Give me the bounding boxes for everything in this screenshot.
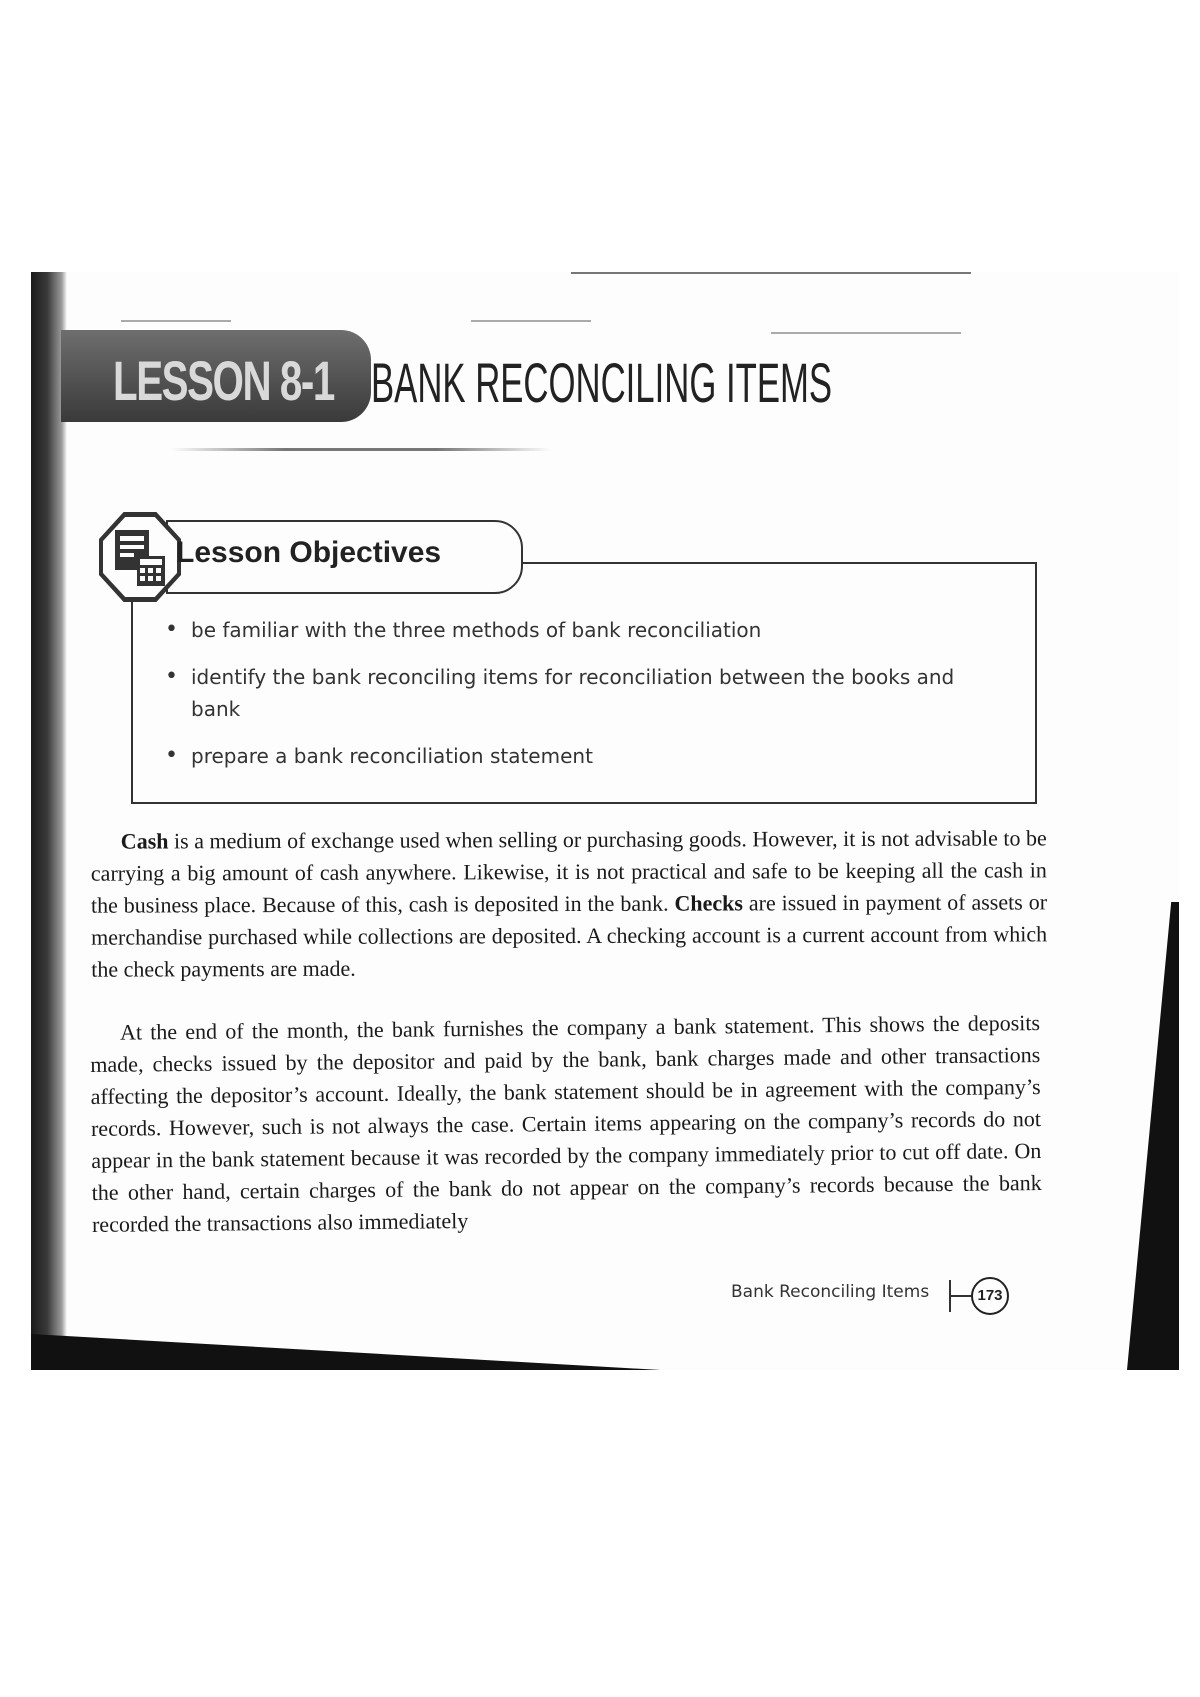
objectives-list xyxy=(165,614,955,787)
objectives-heading: Lesson Objectives xyxy=(176,536,442,569)
title-underline xyxy=(171,448,551,451)
footer-connector xyxy=(949,1295,973,1297)
term-checks: Checks xyxy=(674,890,743,916)
decorative-rule xyxy=(771,332,961,334)
term-cash: Cash xyxy=(120,828,169,854)
objective-item: • prepare a bank reconciliation statement xyxy=(165,740,955,772)
bottom-edge-shadow xyxy=(31,1334,661,1370)
calculator-document-icon xyxy=(111,526,169,588)
paragraph-text: are issued in payment of assets or merchandise purchased while collections are deposited. A checking account is a current account from which the check payments are made. xyxy=(91,889,1048,982)
top-rule xyxy=(571,272,971,274)
footer-section-title: Bank Reconciling Items xyxy=(731,1282,930,1302)
lesson-label: LESSON 8-1 xyxy=(113,349,334,412)
lesson-title: BANK RECONCILING ITEMS xyxy=(371,351,833,414)
objective-item: • be familiar with the three methods of bank reconciliation xyxy=(165,614,955,646)
body-paragraph-bank-statement: At the end of the month, the bank furnishes the company a bank statement. This shows the deposits made, checks issued by the depositor and paid by the bank, bank charges made and other transactions affecting the depositor’s account. Ideally, the bank statement should be in agreement with the company’s records. However, such is not always the case. Certain items appearing on the company’s records do not appear in the bank statement because it was recorded by the company immediately prior to cut off date. On the other hand, certain charges of the bank do not appear on the company’s records because the bank recorded the transactions also immediately xyxy=(90,1010,1042,1237)
objective-item: • identify the bank reconciling items for reconciliation between the books and bank xyxy=(165,661,955,725)
decorative-rule xyxy=(121,320,231,322)
photographed-page xyxy=(31,272,1179,1370)
decorative-rule xyxy=(471,320,591,322)
page-number: 173 xyxy=(971,1277,1009,1315)
binding-shadow xyxy=(31,272,67,1370)
right-edge-shadow xyxy=(1127,902,1179,1370)
body-paragraph-cash xyxy=(91,822,1048,985)
paragraph-text: is a medium of exchange used when selling or purchasing goods. However, it is not advisable to be carrying a big amount of cash anywhere. Likewise, it is not practical and safe to be keeping all the cash in the business place. Because of this, cash is deposited in the bank. xyxy=(90,825,1047,918)
